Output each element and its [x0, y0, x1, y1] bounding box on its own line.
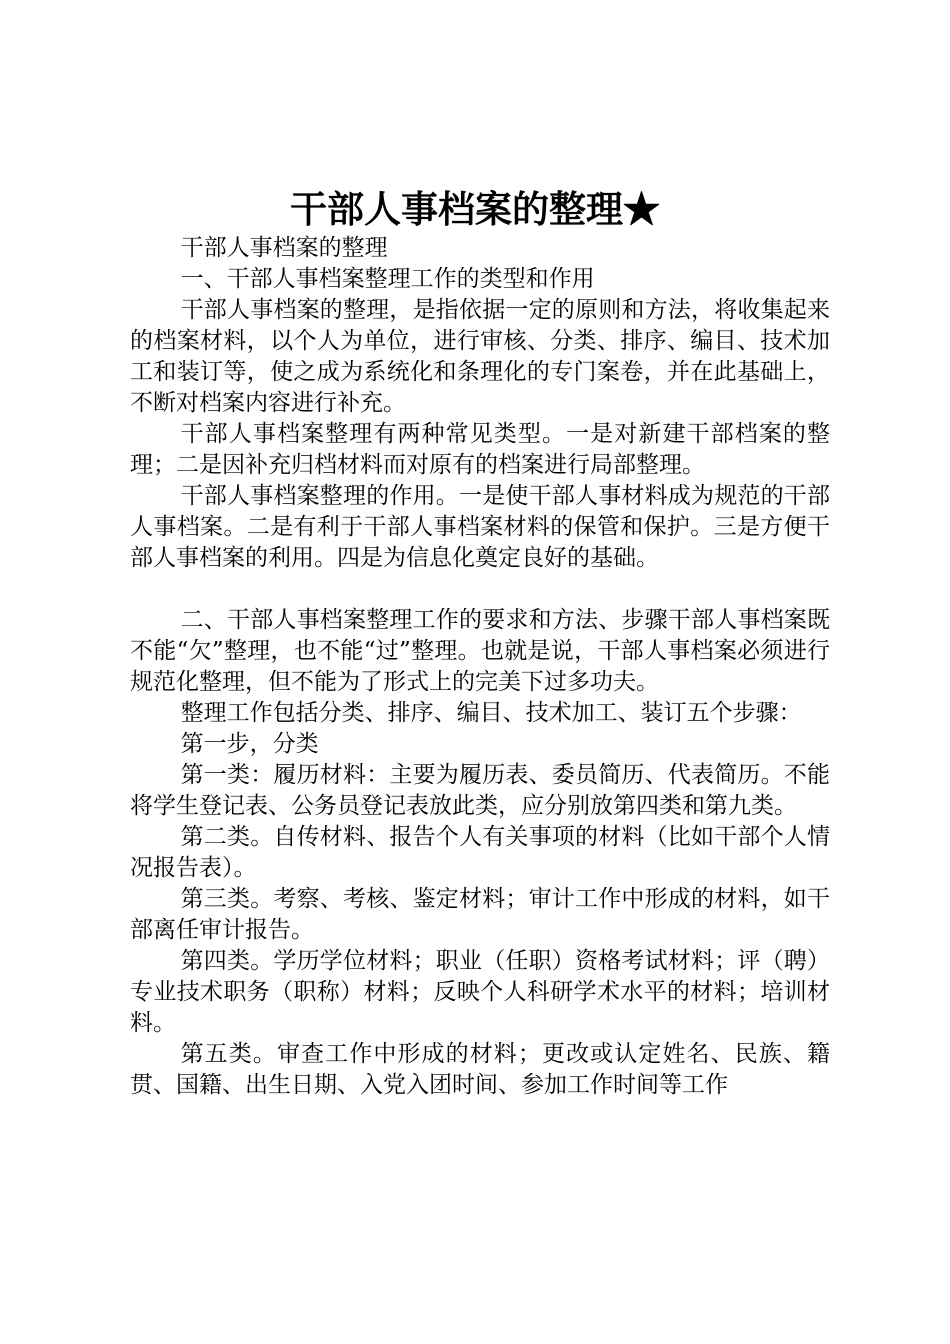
- paragraph: 干部人事档案的整理，是指依据一定的原则和方法，将收集起来的档案材料，以个人为单位，进行审核、分类、排序、编目、技术加工和装订等，使之成为系统化和条理化的专门案卷，并在此基础上，不断对档案内容进行补充。: [130, 297, 830, 416]
- paragraph: 一、干部人事档案整理工作的类型和作用: [180, 266, 595, 292]
- paragraph: 第一类：履历材料：主要为履历表、委员简历、代表简历。不能将学生登记表、公务员登记表放此类，应分别放第四类和第九类。: [130, 762, 830, 819]
- paragraph: 干部人事档案的整理: [180, 235, 388, 261]
- paragraph: 二、干部人事档案整理工作的要求和方法、步骤干部人事档案既不能“欠”整理，也不能“过”整理。也就是说，干部人事档案必须进行规范化整理，但不能为了形式上的完美下过多功夫。: [130, 607, 830, 695]
- paragraph: 第四类。学历学位材料；职业（任职）资格考试材料；评（聘）专业技术职务（职称）材料；反映个人科研学术水平的材料；培训材料。: [130, 948, 830, 1036]
- document-title: 干部人事档案的整理★: [290, 187, 660, 231]
- paragraph: 第五类。审查工作中形成的材料；更改或认定姓名、民族、籍贯、国籍、出生日期、入党入团时间、参加工作时间等工作: [130, 1041, 830, 1098]
- paragraph: 第一步，分类: [180, 731, 319, 757]
- document-body: [130, 233, 830, 1101]
- paragraph: 干部人事档案整理有两种常见类型。一是对新建干部档案的整理；二是因补充归档材料而对原有的档案进行局部整理。: [130, 421, 830, 478]
- paragraph: 第二类。自传材料、报告个人有关事项的材料（比如干部个人情况报告表）。: [130, 824, 830, 881]
- paragraph: 干部人事档案整理的作用。一是使干部人事材料成为规范的干部人事档案。二是有利于干部人事档案材料的保管和保护。三是方便干部人事档案的利用。四是为信息化奠定良好的基础。: [130, 483, 830, 571]
- paragraph: 第三类。考察、考核、鉴定材料；审计工作中形成的材料，如干部离任审计报告。: [130, 886, 830, 943]
- paragraph: 整理工作包括分类、排序、编目、技术加工、装订五个步骤：: [180, 700, 802, 726]
